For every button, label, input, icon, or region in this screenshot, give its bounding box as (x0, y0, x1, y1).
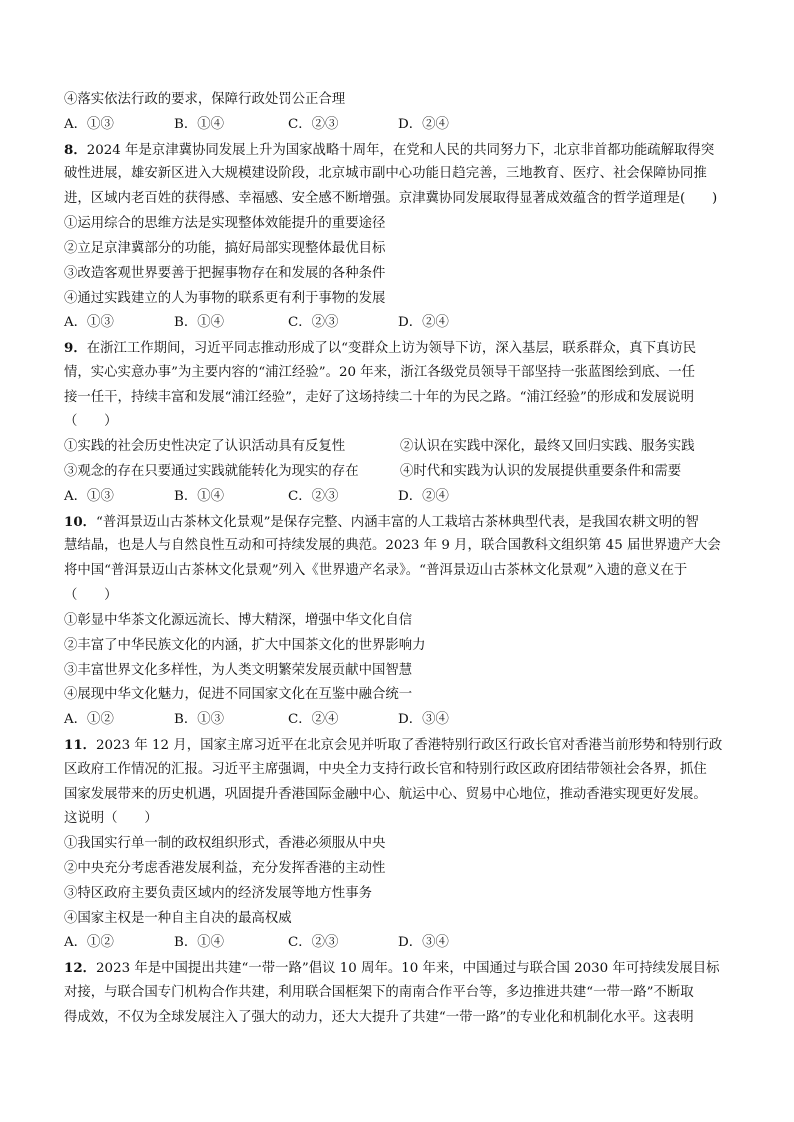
q11-item-1: ①我国实行单一制的政权组织形式，香港必须服从中央 (64, 836, 386, 851)
q11-item-3: ③特区政府主要负责区域内的经济发展等地方性事务 (64, 886, 372, 901)
q8-stem-line-2: 破性进展，雄安新区进入大规模建设阶段，北京城市副中心功能日趋完善，三地教育、医疗、社会保障协同推 (64, 166, 707, 181)
q9-item-3: ③观念的存在只要通过实践就能转化为现实的存在 (64, 464, 359, 479)
q7-option-b[interactable]: B．①④ (174, 117, 225, 132)
q10-number: 10． (64, 514, 97, 530)
q7-option-a[interactable]: A．①③ (64, 117, 114, 132)
q11-option-b[interactable]: B．①④ (174, 935, 225, 950)
q11-number: 11． (64, 737, 97, 753)
q9-stem-line-2: 情，实心实意办事”为主要内容的“浦江经验”。20 年来，浙江各级党员领导干部坚持一张蓝图绘到底、一任 (64, 365, 696, 380)
q12-stem-line-1: 12．2023 年是中国提出共建“一带一路”倡议 10 周年。10 年来，中国通过与联合国 2030 年可持续发展目标 (64, 960, 720, 976)
q10-item-3: ③丰富世界文化多样性，为人类文明繁荣发展贡献中国智慧 (64, 663, 413, 678)
q11-item-2: ②中央充分考虑香港发展利益，充分发挥香港的主动性 (64, 861, 386, 876)
q11-stem-line-4: 这说明（ ） (64, 811, 158, 826)
q7-option-d[interactable]: D．②④ (398, 117, 449, 132)
q10-option-b[interactable]: B．①③ (174, 712, 225, 727)
q9-item-2: ②认识在实践中深化，最终又回归实践、服务实践 (400, 439, 695, 454)
q11-option-a[interactable]: A．①② (64, 935, 114, 950)
q8-option-d[interactable]: D．②④ (398, 315, 449, 330)
q11-item-4: ④国家主权是一种自主自决的最高权威 (64, 911, 292, 926)
q8-stem-line-3: 进，区域内老百姓的获得感、幸福感、安全感不断增强。京津冀协同发展取得显著成效蕴含的哲学道理是( ) (64, 191, 718, 206)
q9-stem-line-4: （ ） (64, 414, 118, 429)
q8-stem-line-1: 8．2024 年是京津冀协同发展上升为国家战略十周年，在党和人民的共同努力下，北京非首都功能疏解取得突 (64, 142, 715, 158)
q11-stem-line-2: 区政府工作情况的汇报。习近平主席强调，中央全力支持行政长官和特别行政区政府团结带领社会各界，抓住 (64, 762, 707, 777)
q10-option-d[interactable]: D．③④ (398, 712, 449, 727)
q10-stem-line-3: 将中国“普洱景迈山古茶林文化景观”列入《世界遗产名录》。“普洱景迈山古茶林文化景观”入遗的意义在于 (64, 563, 688, 578)
q10-item-1: ①彰显中华茶文化源远流长、博大精深，增强中华文化自信 (64, 613, 413, 628)
q10-option-c[interactable]: C．②④ (288, 712, 339, 727)
q7-item-4: ④落实依法行政的要求，保障行政处罚公正合理 (64, 92, 346, 107)
q11-stem-line-1: 11．2023 年 12 月，国家主席习近平在北京会见并听取了香港特别行政区行政长官对香港当前形势和特别行政 (64, 737, 723, 753)
q8-option-a[interactable]: A．①③ (64, 315, 114, 330)
q10-stem-line-1: 10．“普洱景迈山古茶林文化景观”是保存完整、内涵丰富的人工栽培古茶林典型代表，是我国农耕文明的智 (64, 514, 699, 530)
q8-item-2: ②立足京津冀部分的功能，搞好局部实现整体最优目标 (64, 241, 386, 256)
q12-number: 12． (64, 960, 97, 976)
q11-stem-line-3: 国家发展带来的历史机遇，巩固提升香港国际金融中心、航运中心、贸易中心地位，推动香港实现更好发展。 (64, 787, 707, 802)
q11-option-c[interactable]: C．②③ (288, 935, 339, 950)
q8-option-c[interactable]: C．②③ (288, 315, 339, 330)
q9-item-1: ①实践的社会历史性决定了认识活动具有反复性 (64, 439, 346, 454)
q9-stem-line-1: 9．在浙江工作期间，习近平同志推动形成了以“变群众上访为领导下访，深入基层，联系群众，真下真访民 (64, 340, 697, 356)
q9-item-4: ④时代和实践为认识的发展提供重要条件和需要 (400, 464, 682, 479)
q9-number: 9． (64, 340, 87, 356)
q8-item-4: ④通过实践建立的人为事物的联系更有利于事物的发展 (64, 291, 386, 306)
q8-option-b[interactable]: B．①④ (174, 315, 225, 330)
q7-option-c[interactable]: C．②③ (288, 117, 339, 132)
q8-item-3: ③改造客观世界要善于把握事物存在和发展的各种条件 (64, 266, 386, 281)
q9-option-c[interactable]: C．②③ (288, 489, 339, 504)
q10-stem-line-4: （ ） (64, 588, 118, 603)
q8-item-1: ①运用综合的思维方法是实现整体效能提升的重要途径 (64, 216, 386, 231)
q8-number: 8． (64, 142, 87, 158)
q10-item-2: ②丰富了中华民族文化的内涵，扩大中国茶文化的世界影响力 (64, 638, 426, 653)
q10-stem-line-2: 慧结晶，也是人与自然良性互动和可持续发展的典范。2023 年 9 月，联合国教科文组织第 45 届世界遗产大会 (64, 538, 721, 553)
q9-option-a[interactable]: A．①③ (64, 489, 114, 504)
q11-option-d[interactable]: D．③④ (398, 935, 449, 950)
q9-stem-line-3: 接一任干，持续丰富和发展“浦江经验”，走好了这场持续二十年的为民之路。“浦江经验”的形成和发展说明 (64, 390, 694, 405)
q9-option-d[interactable]: D．②④ (398, 489, 449, 504)
q9-option-b[interactable]: B．①④ (174, 489, 225, 504)
q12-stem-line-2: 对接，与联合国专门机构合作共建，利用联合国框架下的南南合作平台等，多边推进共建“一带一路”不断取 (64, 985, 694, 1000)
q10-option-a[interactable]: A．①② (64, 712, 114, 727)
q12-stem-line-3: 得成效，不仅为全球发展注入了强大的动力，还大大提升了共建“一带一路”的专业化和机制化水平。这表明 (64, 1010, 694, 1025)
q10-item-4: ④展现中华文化魅力，促进不同国家文化在互鉴中融合统一 (64, 687, 413, 702)
